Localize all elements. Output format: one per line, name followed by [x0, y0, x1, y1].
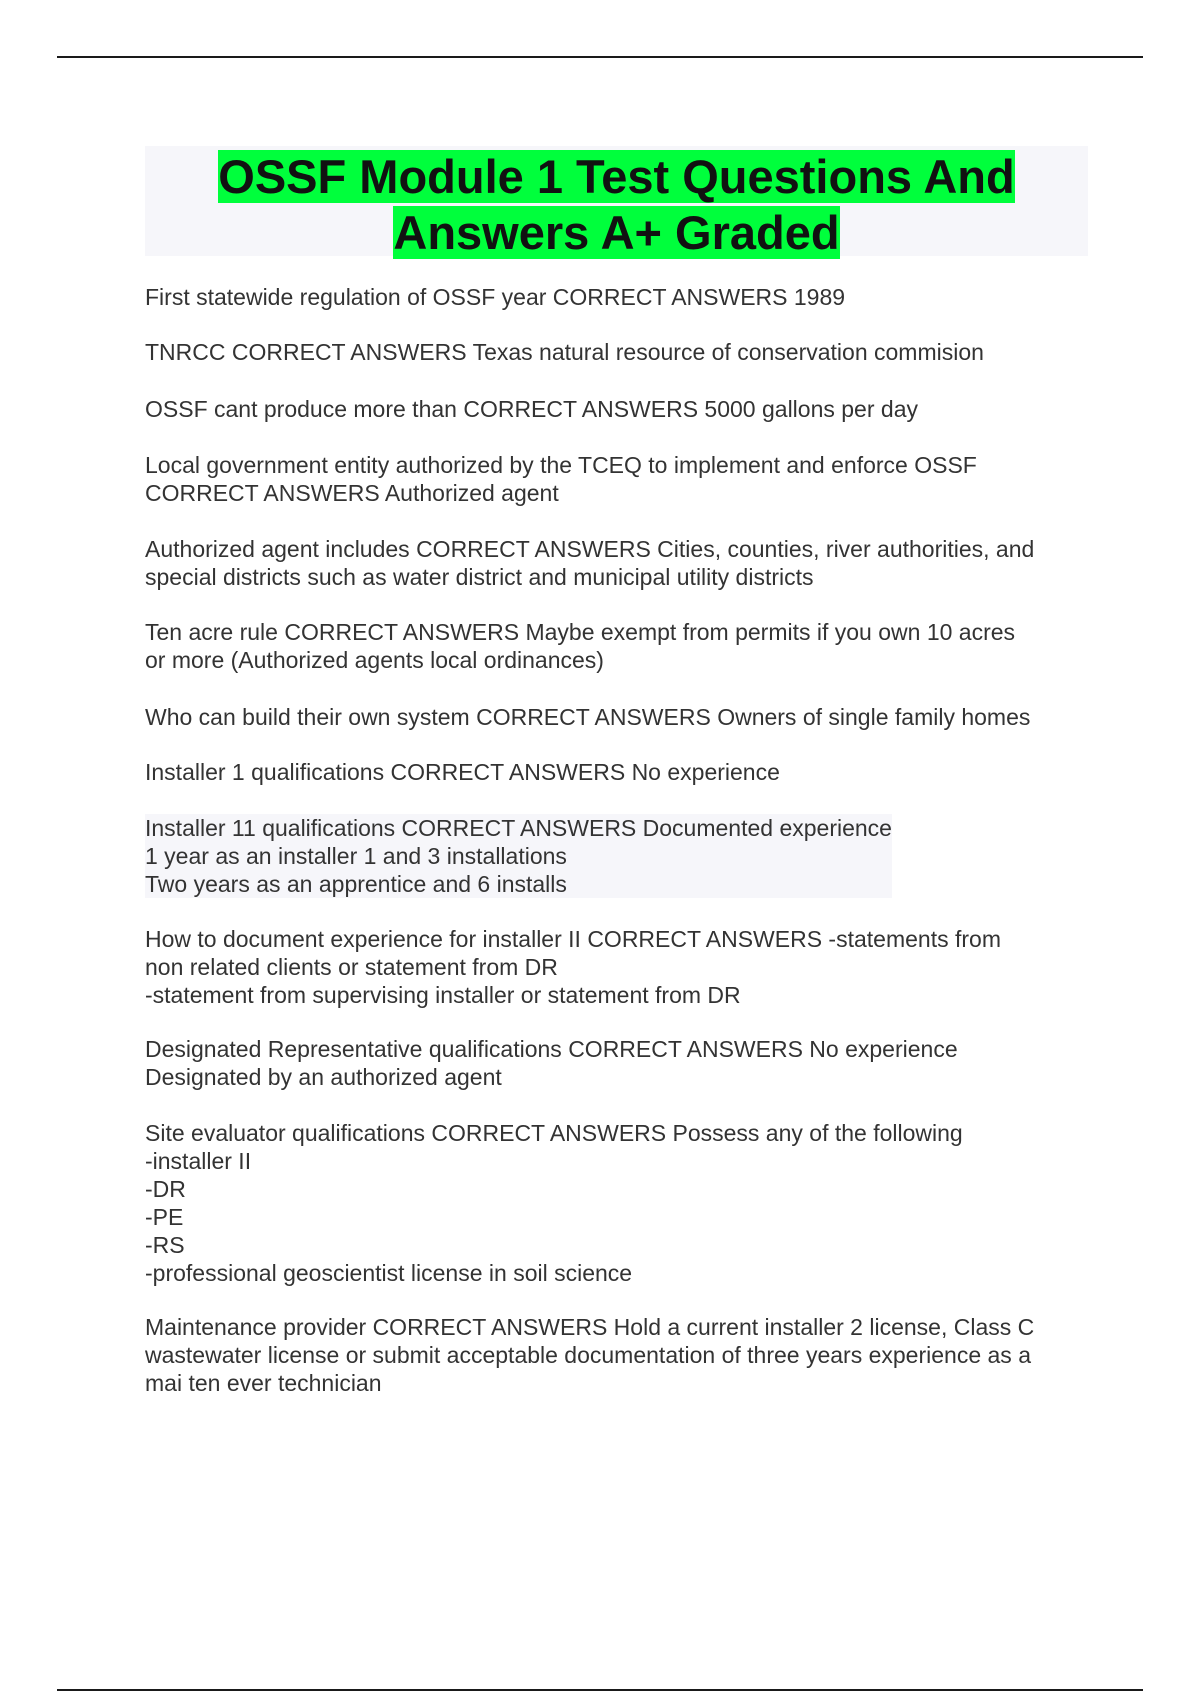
qa-item-5: Authorized agent includes CORRECT ANSWERS Cities, counties, river authorities, and special districts such as water district and municipal utility districts — [145, 536, 1035, 590]
title-block — [145, 146, 1088, 259]
qa-item-6: Ten acre rule CORRECT ANSWERS Maybe exempt from permits if you own 10 acres or more (Authorized agents local ordinances) — [145, 619, 1016, 673]
qa-item-9: Installer 11 qualifications CORRECT ANSWERS Documented experience 1 year as an installer 1 and 3 installations Two years as an apprentice and 6 installs — [145, 815, 892, 897]
qa-list — [145, 283, 1090, 1396]
qa-item-7: Who can build their own system CORRECT ANSWERS Owners of single family homes — [145, 704, 1031, 730]
title-highlight: OSSF Module 1 Test Questions And Answers A+ Graded — [218, 150, 1015, 259]
top-divider — [57, 56, 1143, 58]
qa-item-13: Maintenance provider CORRECT ANSWERS Hold a current installer 2 license, Class C wastewater license or submit acceptable documentation of three years experience as a mai ten ever technician — [145, 1314, 1035, 1396]
bottom-divider — [57, 1689, 1143, 1691]
qa-item-10: How to document experience for installer II CORRECT ANSWERS -statements from non related clients or statement from DR -statement from supervising installer or statement from DR — [145, 926, 1001, 1008]
qa-item-2: TNRCC CORRECT ANSWERS Texas natural resource of conservation commision — [145, 339, 984, 365]
qa-item-4: Local government entity authorized by the TCEQ to implement and enforce OSSF CORRECT ANSWERS Authorized agent — [145, 452, 977, 506]
qa-item-8: Installer 1 qualifications CORRECT ANSWERS No experience — [145, 759, 780, 785]
qa-item-11: Designated Representative qualifications CORRECT ANSWERS No experience Designated by an authorized agent — [145, 1036, 958, 1090]
qa-item-3: OSSF cant produce more than CORRECT ANSWERS 5000 gallons per day — [145, 396, 918, 422]
document-title — [145, 146, 1088, 261]
qa-item-12: Site evaluator qualifications CORRECT ANSWERS Possess any of the following -installer II -DR -PE -RS -professional geoscientist license in soil science — [145, 1120, 963, 1286]
qa-item-1: First statewide regulation of OSSF year CORRECT ANSWERS 1989 — [145, 284, 846, 310]
